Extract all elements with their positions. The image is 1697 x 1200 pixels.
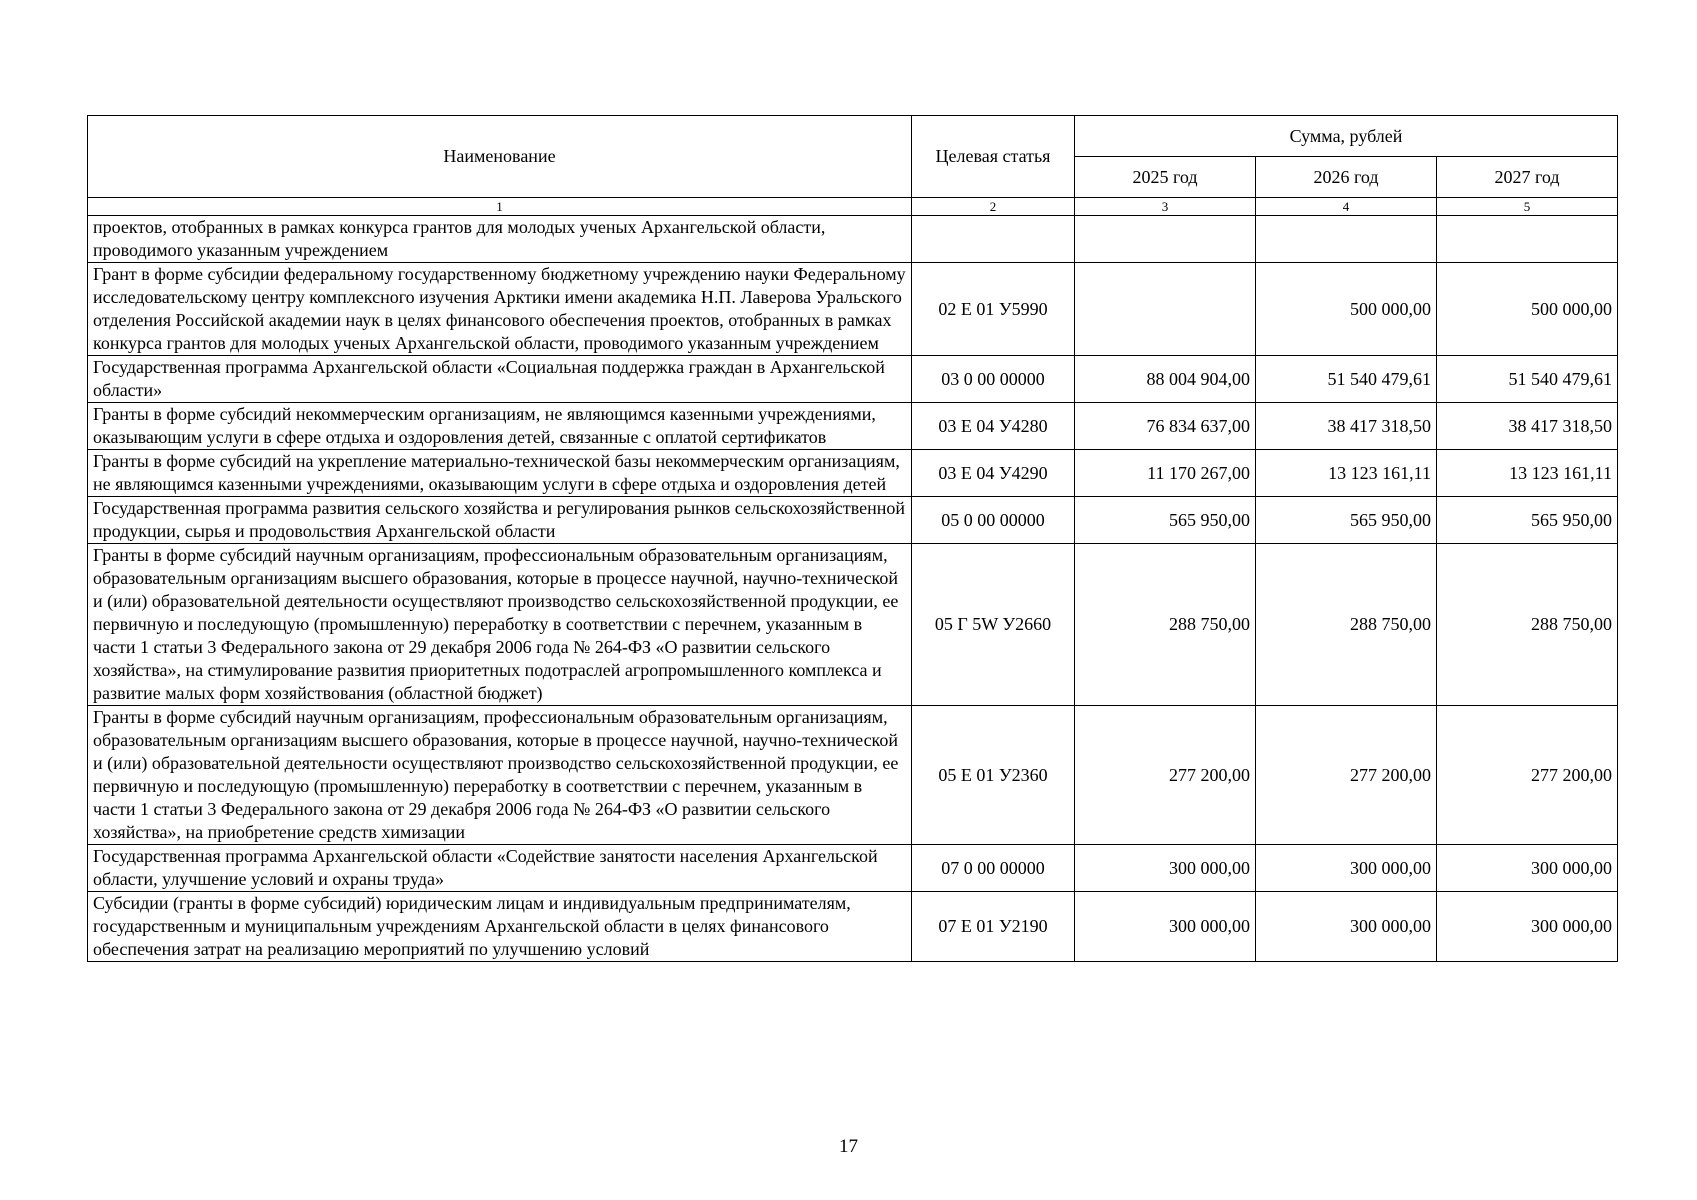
row-name: проектов, отобранных в рамках конкурса грантов для молодых ученых Архангельской области, проводимого указанным учреждением (88, 216, 912, 263)
row-name: Гранты в форме субсидий некоммерческим организациям, не являющимся казенными учреждениями, оказывающим услуги в сфере отдыха и оздоровления детей, связанные с оплатой сертификатов (88, 403, 912, 450)
table-row (88, 450, 1618, 497)
row-code: 05 0 00 00000 (912, 497, 1075, 544)
row-code: 02 Е 01 У5990 (912, 263, 1075, 356)
header-sum: Сумма, рублей (1075, 116, 1618, 157)
table-row (88, 497, 1618, 544)
table-row (88, 263, 1618, 356)
table-header-row (88, 116, 1618, 157)
table-row (88, 892, 1618, 962)
row-amount-2025 (1075, 216, 1256, 263)
row-code: 03 0 00 00000 (912, 356, 1075, 403)
row-amount-2027 (1437, 216, 1618, 263)
column-number: 5 (1437, 198, 1618, 216)
row-name: Гранты в форме субсидий научным организациям, профессиональным образовательным организациям, образовательным организациям высшего образования, которые в процессе научной, научно-технической и (или) образовательной деятельности осуществляют производство сельскохозяйственной продукции, ее первичную и последующую (промышленную) переработку в соответствии с перечнем, указанным в части 1 статьи 3 Федерального закона от 29 декабря 2006 года № 264-ФЗ «О развитии сельского хозяйства», на стимулирование развития приоритетных подотраслей агропромышленного комплекса и развитие малых форм хозяйствования (областной бюджет) (88, 544, 912, 706)
row-amount-2027: 13 123 161,11 (1437, 450, 1618, 497)
row-amount-2027: 300 000,00 (1437, 892, 1618, 962)
row-amount-2026 (1256, 216, 1437, 263)
table-row (88, 403, 1618, 450)
row-amount-2026: 277 200,00 (1256, 706, 1437, 845)
header-year-2027: 2027 год (1437, 157, 1618, 198)
row-code (912, 216, 1075, 263)
row-amount-2027: 277 200,00 (1437, 706, 1618, 845)
row-name: Гранты в форме субсидий на укрепление материально-технической базы некоммерческим организациям, не являющимся казенными учреждениями, оказывающим услуги в сфере отдыха и оздоровления детей (88, 450, 912, 497)
header-year-2026: 2026 год (1256, 157, 1437, 198)
budget-table-sheet (87, 115, 1617, 962)
row-amount-2026: 300 000,00 (1256, 845, 1437, 892)
row-name: Субсидии (гранты в форме субсидий) юридическим лицам и индивидуальным предпринимателям, государственным и муниципальным учреждениям Архангельской области в целях финансового обеспечения затрат на реализацию мероприятий по улучшению условий (88, 892, 912, 962)
row-amount-2026: 288 750,00 (1256, 544, 1437, 706)
row-name: Гранты в форме субсидий научным организациям, профессиональным образовательным организациям, образовательным организациям высшего образования, которые в процессе научной, научно-технической и (или) образовательной деятельности осуществляют производство сельскохозяйственной продукции, ее первичную и последующую (промышленную) переработку в соответствии с перечнем, указанным в части 1 статьи 3 Федерального закона от 29 декабря 2006 года № 264-ФЗ «О развитии сельского хозяйства», на приобретение средств химизации (88, 706, 912, 845)
row-name: Государственная программа Архангельской области «Социальная поддержка граждан в Архангельской области» (88, 356, 912, 403)
row-amount-2025: 288 750,00 (1075, 544, 1256, 706)
table-row (88, 356, 1618, 403)
column-number: 3 (1075, 198, 1256, 216)
row-code: 03 Е 04 У4290 (912, 450, 1075, 497)
row-amount-2027: 565 950,00 (1437, 497, 1618, 544)
row-code: 07 0 00 00000 (912, 845, 1075, 892)
table-row (88, 216, 1618, 263)
row-code: 03 Е 04 У4280 (912, 403, 1075, 450)
row-amount-2026: 38 417 318,50 (1256, 403, 1437, 450)
row-amount-2027: 300 000,00 (1437, 845, 1618, 892)
row-amount-2026: 500 000,00 (1256, 263, 1437, 356)
column-number: 4 (1256, 198, 1437, 216)
row-amount-2027: 38 417 318,50 (1437, 403, 1618, 450)
column-number-row (88, 198, 1618, 216)
row-name: Государственная программа развития сельского хозяйства и регулирования рынков сельскохозяйственной продукции, сырья и продовольствия Архангельской области (88, 497, 912, 544)
row-amount-2027: 288 750,00 (1437, 544, 1618, 706)
row-amount-2027: 51 540 479,61 (1437, 356, 1618, 403)
header-year-2025: 2025 год (1075, 157, 1256, 198)
table-row (88, 544, 1618, 706)
header-code: Целевая статья (912, 116, 1075, 198)
page-number: 17 (839, 1136, 858, 1157)
row-code: 05 Е 01 У2360 (912, 706, 1075, 845)
row-code: 07 Е 01 У2190 (912, 892, 1075, 962)
row-amount-2025: 11 170 267,00 (1075, 450, 1256, 497)
row-amount-2025: 300 000,00 (1075, 845, 1256, 892)
budget-table (87, 115, 1618, 962)
row-amount-2025 (1075, 263, 1256, 356)
row-amount-2026: 51 540 479,61 (1256, 356, 1437, 403)
header-name: Наименование (88, 116, 912, 198)
column-number: 1 (88, 198, 912, 216)
column-number: 2 (912, 198, 1075, 216)
row-amount-2025: 76 834 637,00 (1075, 403, 1256, 450)
row-amount-2025: 300 000,00 (1075, 892, 1256, 962)
row-amount-2025: 277 200,00 (1075, 706, 1256, 845)
row-name: Грант в форме субсидии федеральному государственному бюджетному учреждению науки Федеральному исследовательскому центру комплексного изучения Арктики имени академика Н.П. Лаверова Уральского отделения Российской академии наук в целях финансового обеспечения проектов, отобранных в рамках конкурса грантов для молодых ученых Архангельской области, проводимого указанным учреждением (88, 263, 912, 356)
row-amount-2025: 88 004 904,00 (1075, 356, 1256, 403)
row-amount-2026: 565 950,00 (1256, 497, 1437, 544)
table-row (88, 845, 1618, 892)
row-amount-2027: 500 000,00 (1437, 263, 1618, 356)
row-name: Государственная программа Архангельской области «Содействие занятости населения Архангельской области, улучшение условий и охраны труда» (88, 845, 912, 892)
row-amount-2026: 13 123 161,11 (1256, 450, 1437, 497)
table-row (88, 706, 1618, 845)
row-code: 05 Г 5W У2660 (912, 544, 1075, 706)
row-amount-2026: 300 000,00 (1256, 892, 1437, 962)
row-amount-2025: 565 950,00 (1075, 497, 1256, 544)
